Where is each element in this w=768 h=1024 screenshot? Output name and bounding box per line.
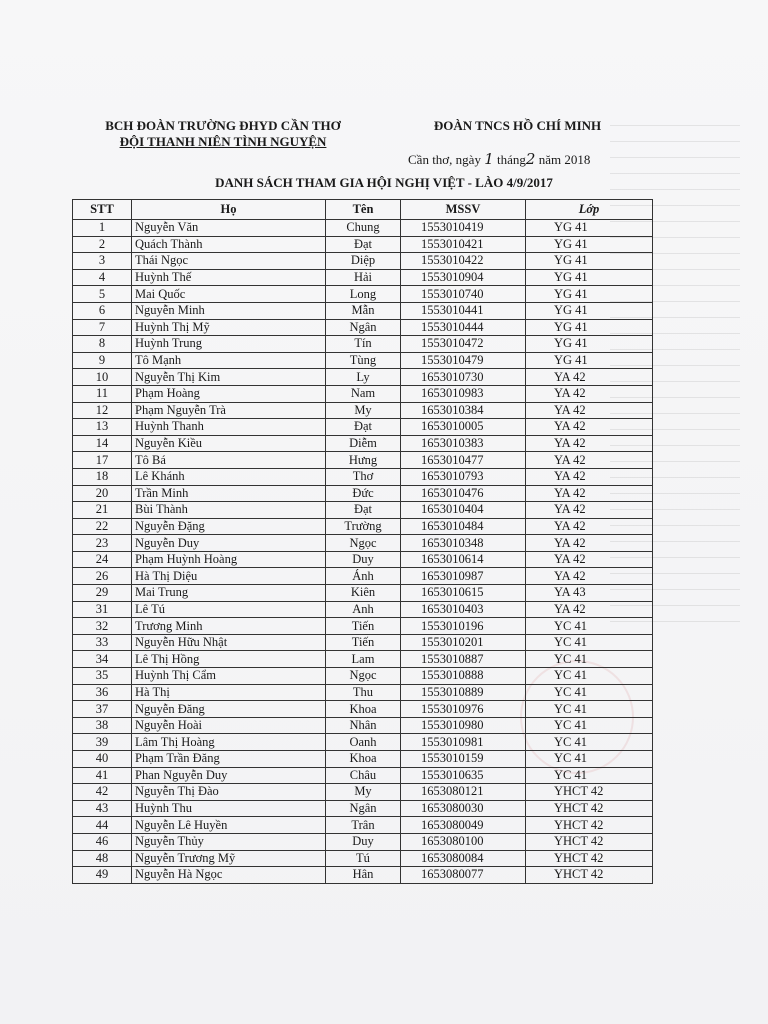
cell-ho: Tô Mạnh	[132, 352, 326, 369]
cell-lop: YA 42	[526, 385, 653, 402]
table-row	[73, 485, 653, 502]
organization-line-2: ĐỘI THANH NIÊN TÌNH NGUYỆN	[119, 134, 327, 149]
cell-ho: Quách Thành	[132, 236, 326, 253]
cell-stt: 9	[73, 352, 132, 369]
date-line	[408, 150, 590, 168]
cell-ho: Phạm Trần Đăng	[132, 751, 326, 768]
cell-lop: YG 41	[526, 336, 653, 353]
cell-ho: Huỳnh Trung	[132, 336, 326, 353]
cell-ten: Diệp	[326, 253, 401, 270]
participant-table	[72, 199, 653, 884]
table-row	[73, 402, 653, 419]
table-row	[73, 833, 653, 850]
table-row	[73, 518, 653, 535]
cell-stt: 32	[73, 618, 132, 635]
table-row	[73, 568, 653, 585]
cell-mssv: 1553010887	[401, 651, 526, 668]
cell-mssv: 1553010981	[401, 734, 526, 751]
cell-lop: YG 41	[526, 319, 653, 336]
table-row	[73, 435, 653, 452]
cell-mssv: 1553010635	[401, 767, 526, 784]
cell-stt: 14	[73, 435, 132, 452]
table-row	[73, 336, 653, 353]
cell-stt: 34	[73, 651, 132, 668]
table-row	[73, 302, 653, 319]
document-title: DANH SÁCH THAM GIA HỘI NGHỊ VIỆT - LÀO 4/9/2017	[215, 175, 553, 190]
cell-ten: My	[326, 784, 401, 801]
cell-ho: Nguyễn Duy	[132, 535, 326, 552]
cell-ten: Châu	[326, 767, 401, 784]
cell-mssv: 1653010348	[401, 535, 526, 552]
cell-lop: YG 41	[526, 286, 653, 303]
table-row	[73, 253, 653, 270]
cell-stt: 11	[73, 385, 132, 402]
cell-ten: Thu	[326, 684, 401, 701]
cell-stt: 13	[73, 419, 132, 436]
cell-ho: Phạm Huỳnh Hoàng	[132, 551, 326, 568]
date-month-label: tháng	[497, 152, 526, 167]
cell-mssv: 1653080049	[401, 817, 526, 834]
cell-ten: My	[326, 402, 401, 419]
cell-lop: YC 41	[526, 651, 653, 668]
cell-ten: Hải	[326, 269, 401, 286]
cell-lop: YC 41	[526, 618, 653, 635]
cell-ho: Nguyễn Hà Ngọc	[132, 867, 326, 884]
cell-ho: Nguyễn Kiều	[132, 435, 326, 452]
cell-ho: Lâm Thị Hoàng	[132, 734, 326, 751]
cell-stt: 21	[73, 502, 132, 519]
cell-ten: Nam	[326, 385, 401, 402]
cell-lop: YA 42	[526, 402, 653, 419]
cell-lop: YA 42	[526, 551, 653, 568]
cell-ten: Hưng	[326, 452, 401, 469]
cell-ten: Tiến	[326, 634, 401, 651]
cell-lop: YA 42	[526, 452, 653, 469]
cell-stt: 26	[73, 568, 132, 585]
cell-stt: 31	[73, 601, 132, 618]
cell-lop: YC 41	[526, 717, 653, 734]
cell-ten: Ly	[326, 369, 401, 386]
cell-ten: Khoa	[326, 751, 401, 768]
cell-mssv: 1653010987	[401, 568, 526, 585]
cell-stt: 37	[73, 701, 132, 718]
table-row	[73, 385, 653, 402]
cell-ho: Nguyễn Lê Huyền	[132, 817, 326, 834]
table-row	[73, 767, 653, 784]
cell-mssv: 1653010983	[401, 385, 526, 402]
cell-ten: Duy	[326, 833, 401, 850]
cell-mssv: 1653010484	[401, 518, 526, 535]
cell-ten: Anh	[326, 601, 401, 618]
cell-ten: Diễm	[326, 435, 401, 452]
cell-lop: YA 42	[526, 601, 653, 618]
cell-ho: Mai Trung	[132, 585, 326, 602]
table-row	[73, 535, 653, 552]
cell-stt: 29	[73, 585, 132, 602]
cell-ho: Lê Tú	[132, 601, 326, 618]
cell-lop: YG 41	[526, 253, 653, 270]
cell-mssv: 1553010888	[401, 668, 526, 685]
cell-lop: YHCT 42	[526, 817, 653, 834]
cell-stt: 20	[73, 485, 132, 502]
cell-stt: 4	[73, 269, 132, 286]
cell-ho: Nguyễn Thị Kim	[132, 369, 326, 386]
cell-stt: 24	[73, 551, 132, 568]
cell-mssv: 1553010980	[401, 717, 526, 734]
cell-stt: 22	[73, 518, 132, 535]
cell-ten: Tú	[326, 850, 401, 867]
cell-ten: Đạt	[326, 502, 401, 519]
cell-lop: YA 42	[526, 468, 653, 485]
table-row	[73, 734, 653, 751]
cell-ten: Ngọc	[326, 535, 401, 552]
cell-mssv: 1553010421	[401, 236, 526, 253]
table-row	[73, 684, 653, 701]
cell-stt: 42	[73, 784, 132, 801]
cell-ten: Khoa	[326, 701, 401, 718]
cell-mssv: 1553010422	[401, 253, 526, 270]
cell-mssv: 1653010476	[401, 485, 526, 502]
cell-lop: YC 41	[526, 668, 653, 685]
cell-lop: YC 41	[526, 701, 653, 718]
cell-mssv: 1553010419	[401, 220, 526, 237]
cell-lop: YG 41	[526, 302, 653, 319]
table-row	[73, 850, 653, 867]
cell-mssv: 1653080030	[401, 800, 526, 817]
cell-stt: 36	[73, 684, 132, 701]
cell-ten: Ánh	[326, 568, 401, 585]
cell-lop: YC 41	[526, 734, 653, 751]
cell-ho: Nguyễn Thủy	[132, 833, 326, 850]
table-row	[73, 319, 653, 336]
cell-stt: 18	[73, 468, 132, 485]
cell-ho: Trương Minh	[132, 618, 326, 635]
cell-mssv: 1653010793	[401, 468, 526, 485]
cell-ten: Nhân	[326, 717, 401, 734]
cell-mssv: 1653010614	[401, 551, 526, 568]
table-row	[73, 618, 653, 635]
cell-lop: YA 42	[526, 419, 653, 436]
cell-lop: YA 42	[526, 518, 653, 535]
cell-lop: YHCT 42	[526, 784, 653, 801]
cell-ten: Ngân	[326, 319, 401, 336]
table-row	[73, 452, 653, 469]
cell-stt: 40	[73, 751, 132, 768]
cell-mssv: 1553010472	[401, 336, 526, 353]
organization-header	[78, 118, 368, 150]
cell-ho: Lê Thị Hồng	[132, 651, 326, 668]
cell-mssv: 1553010740	[401, 286, 526, 303]
cell-stt: 38	[73, 717, 132, 734]
cell-ten: Tùng	[326, 352, 401, 369]
cell-stt: 3	[73, 253, 132, 270]
cell-lop: YHCT 42	[526, 867, 653, 884]
cell-stt: 7	[73, 319, 132, 336]
cell-stt: 46	[73, 833, 132, 850]
cell-mssv: 1653080077	[401, 867, 526, 884]
cell-ho: Thái Ngọc	[132, 253, 326, 270]
cell-mssv: 1553010444	[401, 319, 526, 336]
table-row	[73, 784, 653, 801]
table-row	[73, 634, 653, 651]
cell-ho: Nguyễn Đặng	[132, 518, 326, 535]
cell-mssv: 1653010384	[401, 402, 526, 419]
cell-lop: YC 41	[526, 751, 653, 768]
cell-ho: Nguyễn Văn	[132, 220, 326, 237]
cell-lop: YA 42	[526, 435, 653, 452]
cell-ho: Hà Thị Diệu	[132, 568, 326, 585]
table-row	[73, 236, 653, 253]
cell-mssv: 1553010441	[401, 302, 526, 319]
table-row	[73, 717, 653, 734]
cell-ho: Nguyễn Trương Mỹ	[132, 850, 326, 867]
table-body	[73, 220, 653, 884]
column-header-lop: Lớp	[526, 200, 653, 220]
table-row	[73, 419, 653, 436]
cell-stt: 1	[73, 220, 132, 237]
cell-stt: 39	[73, 734, 132, 751]
table-row	[73, 651, 653, 668]
table-row	[73, 601, 653, 618]
cell-stt: 49	[73, 867, 132, 884]
cell-mssv: 1553010904	[401, 269, 526, 286]
table-row	[73, 817, 653, 834]
cell-stt: 33	[73, 634, 132, 651]
cell-ten: Trân	[326, 817, 401, 834]
cell-lop: YA 42	[526, 502, 653, 519]
cell-ho: Trần Minh	[132, 485, 326, 502]
table-row	[73, 286, 653, 303]
cell-ten: Duy	[326, 551, 401, 568]
cell-ho: Nguyễn Đăng	[132, 701, 326, 718]
cell-lop: YC 41	[526, 767, 653, 784]
table-row	[73, 867, 653, 884]
cell-stt: 12	[73, 402, 132, 419]
cell-lop: YG 41	[526, 269, 653, 286]
cell-ten: Đức	[326, 485, 401, 502]
cell-ho: Nguyễn Hoài	[132, 717, 326, 734]
cell-mssv: 1553010479	[401, 352, 526, 369]
cell-ten: Hân	[326, 867, 401, 884]
date-year: năm 2018	[538, 152, 591, 167]
cell-ho: Mai Quốc	[132, 286, 326, 303]
cell-stt: 23	[73, 535, 132, 552]
cell-stt: 44	[73, 817, 132, 834]
cell-stt: 41	[73, 767, 132, 784]
cell-mssv: 1553010196	[401, 618, 526, 635]
table-row	[73, 352, 653, 369]
table-row	[73, 269, 653, 286]
cell-mssv: 1553010889	[401, 684, 526, 701]
cell-ten: Thơ	[326, 468, 401, 485]
cell-ho: Phạm Hoàng	[132, 385, 326, 402]
table-header-row	[73, 200, 653, 220]
cell-ho: Phan Nguyễn Duy	[132, 767, 326, 784]
cell-ho: Lê Khánh	[132, 468, 326, 485]
cell-ho: Nguyễn Thị Đào	[132, 784, 326, 801]
cell-ho: Huỳnh Thị Mỹ	[132, 319, 326, 336]
cell-lop: YC 41	[526, 684, 653, 701]
table-row	[73, 701, 653, 718]
cell-ho: Nguyễn Minh	[132, 302, 326, 319]
cell-ten: Trường	[326, 518, 401, 535]
cell-ho: Huỳnh Thị Cẩm	[132, 668, 326, 685]
cell-mssv: 1653010403	[401, 601, 526, 618]
table-row	[73, 668, 653, 685]
date-prefix: Cần thơ, ngày	[408, 152, 481, 167]
cell-stt: 43	[73, 800, 132, 817]
cell-lop: YA 42	[526, 485, 653, 502]
cell-lop: YG 41	[526, 236, 653, 253]
cell-mssv: 1653010730	[401, 369, 526, 386]
cell-ten: Đạt	[326, 419, 401, 436]
cell-ho: Nguyễn Hữu Nhật	[132, 634, 326, 651]
cell-ho: Bùi Thành	[132, 502, 326, 519]
cell-ten: Oanh	[326, 734, 401, 751]
cell-ten: Ngân	[326, 800, 401, 817]
cell-ho: Huỳnh Thế	[132, 269, 326, 286]
cell-mssv: 1653010477	[401, 452, 526, 469]
cell-ho: Huỳnh Thu	[132, 800, 326, 817]
cell-ho: Tô Bá	[132, 452, 326, 469]
cell-mssv: 1553010201	[401, 634, 526, 651]
cell-lop: YC 41	[526, 634, 653, 651]
cell-lop: YG 41	[526, 352, 653, 369]
table-row	[73, 502, 653, 519]
cell-ten: Đạt	[326, 236, 401, 253]
date-day: 1	[484, 150, 494, 168]
date-month: 2	[525, 150, 536, 168]
cell-lop: YHCT 42	[526, 833, 653, 850]
cell-mssv: 1653010005	[401, 419, 526, 436]
table-row	[73, 551, 653, 568]
column-header-ten: Tên	[326, 200, 401, 220]
cell-stt: 8	[73, 336, 132, 353]
cell-mssv: 1553010159	[401, 751, 526, 768]
cell-mssv: 1653080121	[401, 784, 526, 801]
table-row	[73, 369, 653, 386]
cell-lop: YA 42	[526, 369, 653, 386]
table-row	[73, 585, 653, 602]
cell-ten: Ngọc	[326, 668, 401, 685]
cell-ho: Phạm Nguyễn Trà	[132, 402, 326, 419]
cell-stt: 10	[73, 369, 132, 386]
table-row	[73, 468, 653, 485]
cell-ten: Kiên	[326, 585, 401, 602]
cell-ten: Tín	[326, 336, 401, 353]
cell-lop: YA 42	[526, 535, 653, 552]
cell-mssv: 1653010404	[401, 502, 526, 519]
cell-mssv: 1653010383	[401, 435, 526, 452]
cell-stt: 2	[73, 236, 132, 253]
cell-ten: Chung	[326, 220, 401, 237]
cell-stt: 48	[73, 850, 132, 867]
cell-ten: Long	[326, 286, 401, 303]
column-header-ho: Họ	[132, 200, 326, 220]
cell-stt: 35	[73, 668, 132, 685]
column-header-mssv: MSSV	[401, 200, 526, 220]
cell-mssv: 1653080084	[401, 850, 526, 867]
cell-stt: 5	[73, 286, 132, 303]
union-header: ĐOÀN TNCS HỒ CHÍ MINH	[433, 118, 602, 133]
table-row	[73, 800, 653, 817]
cell-stt: 6	[73, 302, 132, 319]
cell-lop: YA 43	[526, 585, 653, 602]
cell-stt: 17	[73, 452, 132, 469]
cell-ten: Lam	[326, 651, 401, 668]
cell-lop: YG 41	[526, 220, 653, 237]
column-header-stt: STT	[73, 200, 132, 220]
cell-lop: YA 42	[526, 568, 653, 585]
cell-mssv: 1553010976	[401, 701, 526, 718]
table-row	[73, 220, 653, 237]
cell-mssv: 1653080100	[401, 833, 526, 850]
cell-ho: Huỳnh Thanh	[132, 419, 326, 436]
cell-lop: YHCT 42	[526, 800, 653, 817]
cell-ho: Hà Thị	[132, 684, 326, 701]
organization-line-1: BCH ĐOÀN TRƯỜNG ĐHYD CẦN THƠ	[105, 118, 341, 133]
cell-ten: Mẫn	[326, 302, 401, 319]
cell-ten: Tiến	[326, 618, 401, 635]
table-row	[73, 751, 653, 768]
cell-mssv: 1653010615	[401, 585, 526, 602]
cell-lop: YHCT 42	[526, 850, 653, 867]
